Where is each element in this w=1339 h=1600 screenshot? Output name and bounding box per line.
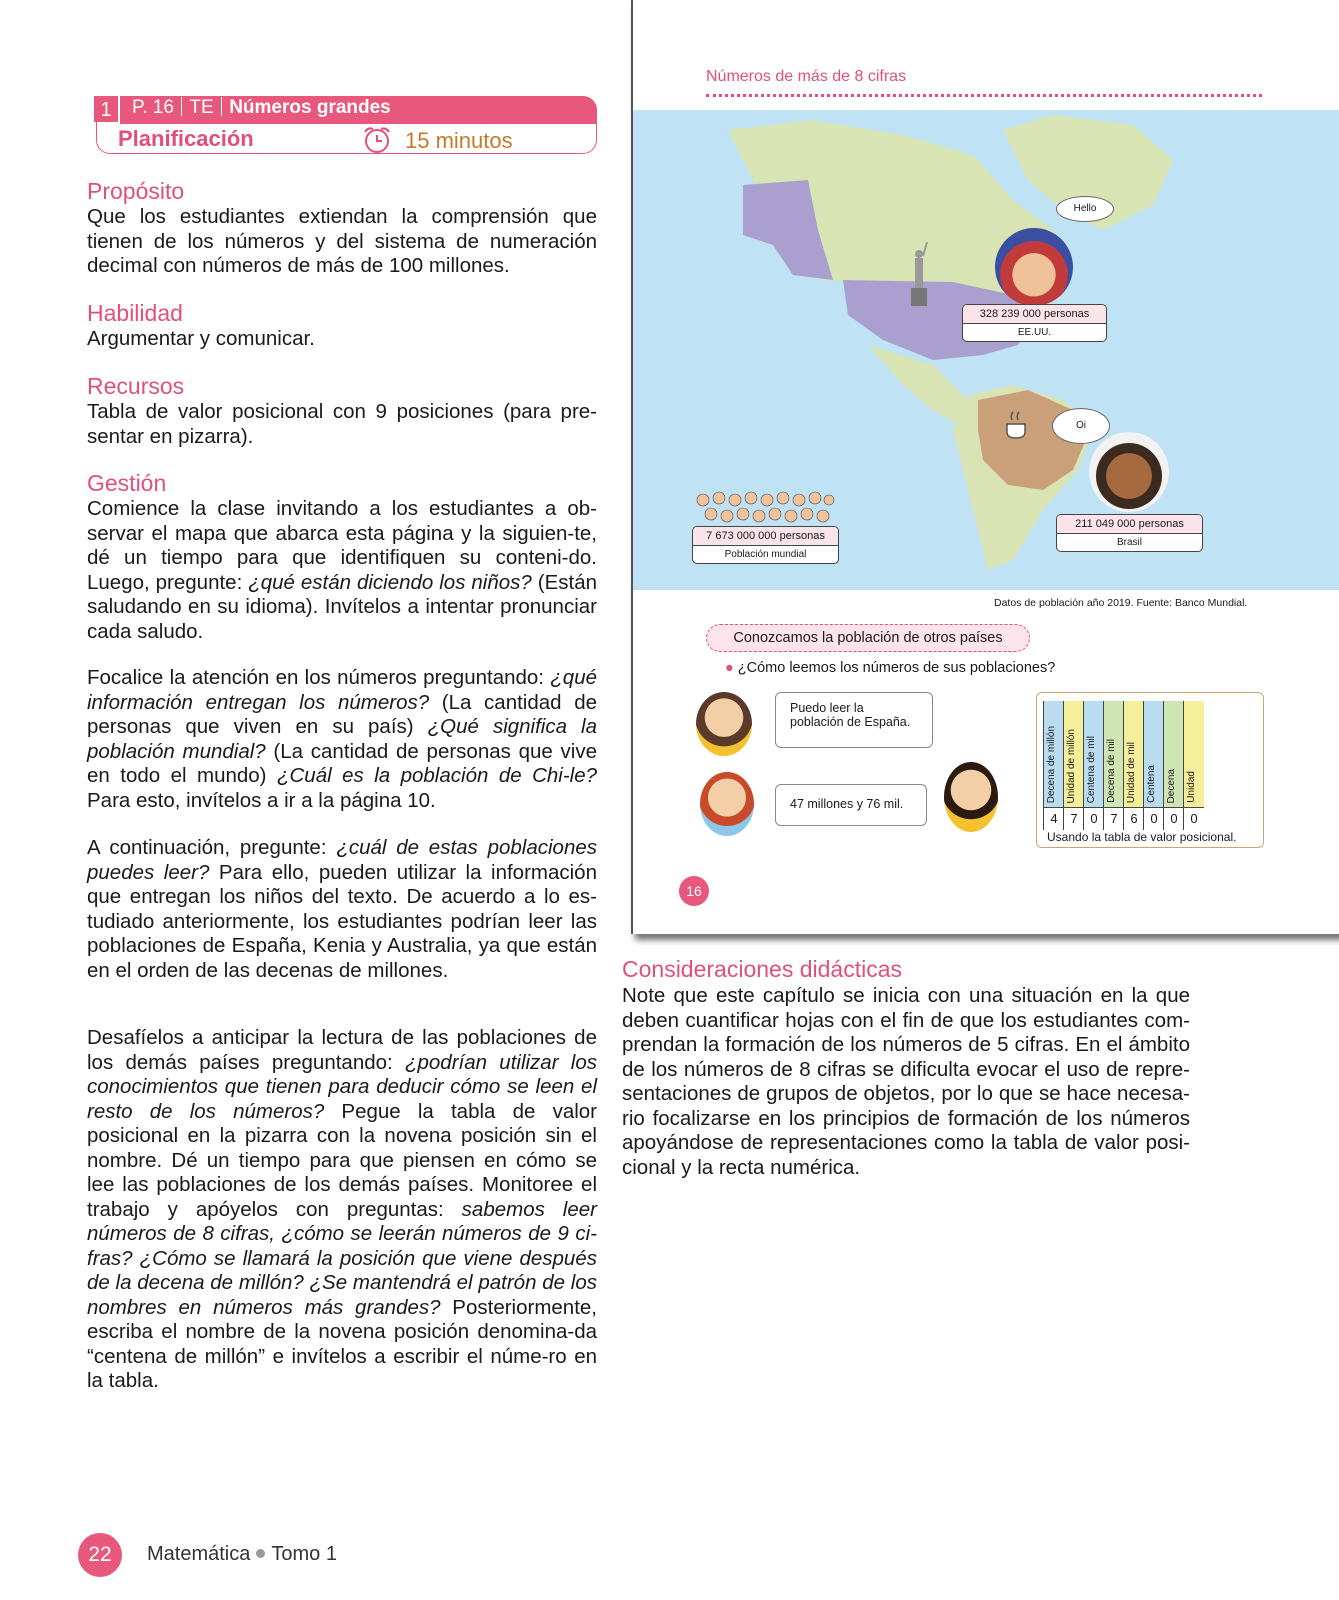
lesson-title: Números grandes	[229, 97, 391, 118]
unit-world: personas	[779, 530, 825, 542]
place-value-table	[1036, 692, 1264, 848]
page-number: 22	[78, 1533, 122, 1577]
title-dotted-rule	[706, 94, 1262, 97]
population-brazil: 211 049 000	[1075, 518, 1136, 530]
question-text: ¿Cómo leemos los números de sus poblaciones?	[737, 660, 1056, 676]
table-caption: Usando la tabla de valor posicional.	[1047, 830, 1237, 844]
speech-bubble-2: 47 millones y 76 mil.	[775, 784, 927, 826]
brazil-child-photo	[1089, 432, 1169, 512]
usa-child-photo	[995, 228, 1073, 306]
table-header-7: Decena	[1163, 701, 1184, 807]
greeting-bubble-brazil: Oi	[1052, 408, 1110, 444]
table-digit-3: 0	[1083, 807, 1104, 830]
table-digit-4: 7	[1103, 807, 1124, 830]
header-bar-text	[132, 97, 391, 119]
callout-world	[692, 526, 839, 564]
table-digit-1: 4	[1043, 807, 1064, 830]
table-digit-5: 6	[1123, 807, 1144, 830]
gestion-paragraph-1: Comience la clase invitando a los estudiantes a ob-servar el mapa que abarca esta página y la siguien-te, dé un tiempo para que identifiquen su conteni-do. Luego, pregunte: ¿qué están diciendo los niños? (Están saludando en su idioma). Invítelos a intentar pronunciar cada saludo.	[87, 497, 597, 643]
section-title-gestion: Gestión	[87, 470, 167, 496]
table-header-6: Centena	[1143, 701, 1164, 807]
unit-brazil: personas	[1138, 518, 1184, 530]
girl-character-2	[700, 772, 754, 836]
page-ref: P. 16	[132, 97, 174, 118]
section-pill: Conozcamos la población de otros países	[706, 624, 1030, 652]
section-title-consideraciones: Consideraciones didácticas	[622, 956, 902, 982]
boy-character	[944, 762, 998, 832]
bullet-dot-icon	[256, 1549, 265, 1558]
crowd-illustration	[693, 488, 835, 528]
footer-subject: Matemática	[147, 1543, 251, 1565]
country-brazil: Brasil	[1116, 537, 1142, 548]
bullet-icon: ●	[725, 660, 734, 676]
lesson-number: 1	[92, 94, 120, 124]
question-line	[725, 660, 1055, 676]
greeting-bubble-usa: Hello	[1056, 196, 1114, 222]
gestion-paragraph-3: A continuación, pregunte: ¿cuál de estas poblaciones puedes leer? Para ello, pueden utilizar la información que entregan los niños del texto. De acuerdo a lo es-tudiado anteriormente, los estudiantes podrían leer las poblaciones de España, Kenia y Australia, ya que están en el orden de las decenas de millones.	[87, 836, 597, 982]
statue-of-liberty-icon	[905, 238, 933, 308]
footer-volume: Tomo 1	[271, 1543, 337, 1565]
girl-character-1	[696, 692, 752, 756]
table-header-8: Unidad	[1183, 701, 1204, 807]
table-header-5: Unidad de mil	[1123, 701, 1144, 807]
gestion-paragraph-4: Desafíelos a anticipar la lectura de las poblaciones de los demás países preguntando: ¿podrían utilizar los conocimientos que tienen para deducir cómo se leen el resto de los números? Pegue la tabla de valor posicional en la pizarra con la novena posición sin el nombre. Dé un tiempo para que piensen en cómo se lee las poblaciones de los demás países. Monitoree el trabajo y apóyelos con preguntas: sabemos leer números de 8 cifras, ¿cómo se leerán números de 9 ci-fras? ¿Cómo se llamará la posición que viene después de la decena de millón? ¿Se mantendrá el patrón de los nombres en números más grandes? Posteriormente, escriba el nombre de la novena posición denomina-da “centena de millón” e invítelos a escribir el núme-ro en la tabla.	[87, 1026, 598, 1392]
population-world: 7 673 000 000	[706, 530, 777, 542]
table-digit-2: 7	[1063, 807, 1084, 830]
data-source: Datos de población año 2019. Fuente: Banco Mundial.	[994, 597, 1248, 609]
table-digit-6: 0	[1143, 807, 1164, 830]
table-header-3: Centena de mil	[1083, 701, 1104, 807]
plan-time: 15 minutos	[405, 128, 513, 153]
section-text-proposito: Que los estudiantes extiendan la comprensión que tienen de los números y del sistema de numeración decimal con números de más de 100 millones.	[87, 205, 597, 277]
gestion-paragraph-2: Focalice la atención en los números preguntando: ¿qué información entregan los números? (La cantidad de personas que viven en su país) ¿Qué significa la población mundial? (La cantidad de personas que vive en todo el mundo) ¿Cuál es la población de Chi-le? Para esto, invítelos a ir a la página 10.	[87, 666, 598, 812]
table-digit-8: 0	[1183, 807, 1204, 830]
table-digit-7: 0	[1163, 807, 1184, 830]
table-header-1: Decena de millón	[1043, 701, 1064, 807]
table-header-2: Unidad de millón	[1063, 701, 1084, 807]
section-text-consideraciones: Note que este capítulo se inicia con una situación en la que deben cuantificar hojas con el fin de que los estudiantes com-prendan la formación de los números de 5 cifras. En el ámbito de los números de 8 cifras se dificulta evocar el uso de repre-sentaciones de grupos de objetos, por lo que se hace necesa-rio focalizarse en los principios de formación de los números apoyándose de representaciones como la tabla de valor posi-cional y la recta numérica.	[622, 984, 1190, 1179]
country-usa: EE.UU.	[1017, 327, 1052, 338]
footer-text	[147, 1543, 337, 1566]
alarm-clock-icon	[362, 126, 392, 154]
table-header-4: Decena de mil	[1103, 701, 1124, 807]
plan-label: Planificación	[118, 126, 254, 151]
callout-brazil	[1056, 514, 1203, 552]
callout-usa	[962, 304, 1107, 342]
planning-header	[92, 94, 597, 160]
book-page-number: 16	[679, 876, 709, 906]
section-title-recursos: Recursos	[87, 373, 185, 399]
speech-bubble-1: Puedo leer la población de España.	[775, 692, 933, 748]
section-title-proposito: Propósito	[87, 178, 185, 204]
te-label: TE	[189, 97, 214, 118]
population-usa: 328 239 000	[979, 308, 1041, 320]
book-page-title: Números de más de 8 cifras	[706, 68, 907, 85]
section-title-habilidad: Habilidad	[87, 300, 183, 326]
label-world: Población mundial	[724, 549, 807, 560]
unit-usa: personas	[1043, 308, 1090, 320]
section-text-recursos: Tabla de valor posicional con 9 posiciones (para pre-sentar en pizarra).	[87, 400, 597, 448]
section-text-habilidad: Argumentar y comunicar.	[87, 327, 315, 350]
coffee-cup-icon	[1000, 408, 1034, 442]
